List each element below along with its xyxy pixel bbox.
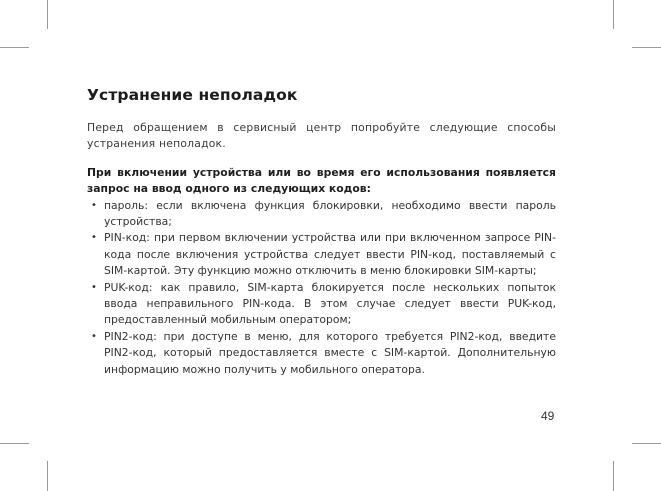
page-number: 49 <box>541 409 555 423</box>
codes-list <box>87 198 556 378</box>
crop-mark-top-left-vertical <box>47 0 48 29</box>
lead-paragraph: При включении устройства или во время его использования появляется запрос на ввод одного из следующих кодов: <box>87 165 556 196</box>
crop-mark-bottom-left-horizontal <box>0 443 29 444</box>
list-item-text: PIN-код: при первом включении устройства или при включенном запросе PIN-кода после включения устройства следует ввести PIN-код, поставляемый с SIM-картой. Эту функцию можно отключить в меню блокировки SIM-карты; <box>104 231 556 278</box>
crop-mark-top-left-horizontal <box>0 47 29 48</box>
crop-mark-top-right-horizontal <box>632 47 661 48</box>
bullet-icon: • <box>91 199 97 211</box>
page-title: Устранение неполадок <box>87 86 298 104</box>
list-item-text: PUK-код: как правило, SIM-карта блокируется после нескольких попыток ввода неправильного PIN-кода. В этом случае следует ввести PUK-код, предоставленный мобильным оператором; <box>104 280 556 327</box>
list-item-text: пароль: если включена функция блокировки, необходимо ввести пароль устройства; <box>104 198 556 229</box>
crop-mark-bottom-right-vertical <box>613 461 614 491</box>
list-item-password <box>87 198 556 231</box>
list-item-pin <box>87 230 556 279</box>
crop-mark-top-right-vertical <box>613 0 614 29</box>
list-item-puk <box>87 280 556 329</box>
crop-mark-bottom-right-horizontal <box>632 443 661 444</box>
page-content <box>87 120 556 378</box>
bullet-icon: • <box>91 232 97 244</box>
intro-paragraph: Перед обращением в сервисный центр попробуйте следующие способы устранения неполадок. <box>87 121 556 151</box>
crop-mark-bottom-left-vertical <box>47 461 48 491</box>
bullet-icon: • <box>91 281 97 293</box>
list-item-text: PIN2-код: при доступе в меню, для которого требуется PIN2-код, введите PIN2-код, который предоставляется вместе с SIM-картой. Дополнительную информацию можно получить у мобильного оператора. <box>104 329 556 376</box>
list-item-pin2 <box>87 329 556 378</box>
bullet-icon: • <box>91 330 97 342</box>
